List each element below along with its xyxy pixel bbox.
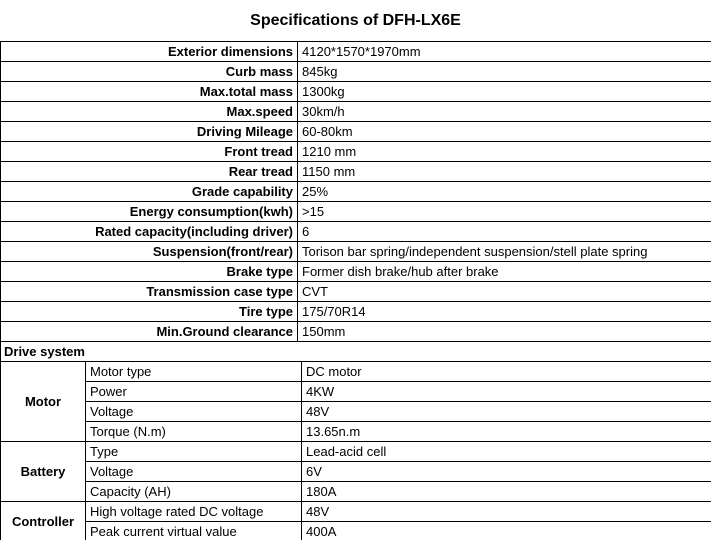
drive-spec-row xyxy=(85,422,711,442)
spec-label: Driving Mileage xyxy=(196,124,293,139)
drive-group-label-controller: Controller xyxy=(1,502,85,540)
spec-row xyxy=(1,322,711,342)
spec-label: Exterior dimensions xyxy=(168,44,293,59)
spec-value: 25% xyxy=(297,182,711,201)
spec-value: 6 xyxy=(297,222,711,241)
drive-spec-property: Motor type xyxy=(85,362,301,381)
drive-spec-row xyxy=(85,502,711,522)
spec-row xyxy=(1,222,711,242)
spec-row xyxy=(1,302,711,322)
spec-value: 30km/h xyxy=(297,102,711,121)
drive-spec-value: 180A xyxy=(301,482,711,501)
spec-row xyxy=(1,242,711,262)
drive-spec-property: Power xyxy=(85,382,301,401)
spec-label: Max.speed xyxy=(226,104,293,119)
drive-system-section-header: Drive system xyxy=(0,342,711,362)
spec-label: Suspension(front/rear) xyxy=(152,244,293,259)
drive-system-table xyxy=(0,362,711,540)
drive-spec-property: Type xyxy=(85,442,301,461)
drive-spec-value: Lead-acid cell xyxy=(301,442,711,461)
spec-row xyxy=(1,282,711,302)
spec-label: Grade capability xyxy=(191,184,293,199)
spec-label: Front tread xyxy=(224,144,293,159)
spec-label: Min.Ground clearance xyxy=(156,324,293,339)
drive-spec-value: 48V xyxy=(301,402,711,421)
spec-row xyxy=(1,162,711,182)
drive-spec-row xyxy=(85,482,711,502)
spec-value: 1300kg xyxy=(297,82,711,101)
drive-spec-property: Voltage xyxy=(85,402,301,421)
spec-row xyxy=(1,202,711,222)
drive-group-rows xyxy=(85,442,711,502)
drive-spec-row xyxy=(85,462,711,482)
drive-spec-row xyxy=(85,442,711,462)
spec-row xyxy=(1,182,711,202)
general-specs-table xyxy=(0,41,711,342)
page-title: Specifications of DFH-LX6E xyxy=(250,11,461,29)
spec-row xyxy=(1,42,711,62)
drive-group xyxy=(1,362,711,442)
drive-spec-property: Voltage xyxy=(85,462,301,481)
drive-group-rows xyxy=(85,502,711,540)
spec-value: 1150 mm xyxy=(297,162,711,181)
drive-spec-value: 13.65n.m xyxy=(301,422,711,441)
spec-value: 4120*1570*1970mm xyxy=(297,42,711,61)
drive-spec-row xyxy=(85,402,711,422)
drive-group xyxy=(1,502,711,540)
drive-group-label-battery: Battery xyxy=(1,442,85,502)
spec-row xyxy=(1,82,711,102)
spec-value: 60-80km xyxy=(297,122,711,141)
spec-value: 150mm xyxy=(297,322,711,341)
spec-label: Rear tread xyxy=(228,164,293,179)
drive-spec-property: Torque (N.m) xyxy=(85,422,301,441)
spec-value: 175/70R14 xyxy=(297,302,711,321)
drive-group-label-motor: Motor xyxy=(1,362,85,442)
drive-spec-row xyxy=(85,382,711,402)
spec-label: Brake type xyxy=(226,264,293,279)
spec-value: 1210 mm xyxy=(297,142,711,161)
spec-row xyxy=(1,102,711,122)
drive-spec-value: 4KW xyxy=(301,382,711,401)
drive-spec-row xyxy=(85,362,711,382)
spec-label: Curb mass xyxy=(225,64,293,79)
spec-label: Max.total mass xyxy=(199,84,293,99)
drive-spec-property: High voltage rated DC voltage xyxy=(85,502,301,521)
spec-value: 845kg xyxy=(297,62,711,81)
drive-spec-value: 400A xyxy=(301,522,711,540)
spec-row xyxy=(1,122,711,142)
drive-spec-value: 48V xyxy=(301,502,711,521)
drive-spec-value: 6V xyxy=(301,462,711,481)
spec-row xyxy=(1,262,711,282)
spec-row xyxy=(1,142,711,162)
spec-label: Energy consumption(kwh) xyxy=(129,204,293,219)
spec-value: >15 xyxy=(297,202,711,221)
spec-value: Torison bar spring/independent suspension/stell plate spring xyxy=(297,242,711,261)
drive-spec-property: Capacity (AH) xyxy=(85,482,301,501)
drive-spec-value: DC motor xyxy=(301,362,711,381)
spec-row xyxy=(1,62,711,82)
drive-group xyxy=(1,442,711,502)
spec-label: Tire type xyxy=(239,304,293,319)
spec-value: Former dish brake/hub after brake xyxy=(297,262,711,281)
drive-spec-property: Peak current virtual value xyxy=(85,522,301,540)
drive-spec-row xyxy=(85,522,711,540)
spec-value: CVT xyxy=(297,282,711,301)
spec-label: Rated capacity(including driver) xyxy=(95,224,293,239)
spec-label: Transmission case type xyxy=(146,284,293,299)
drive-group-rows xyxy=(85,362,711,442)
